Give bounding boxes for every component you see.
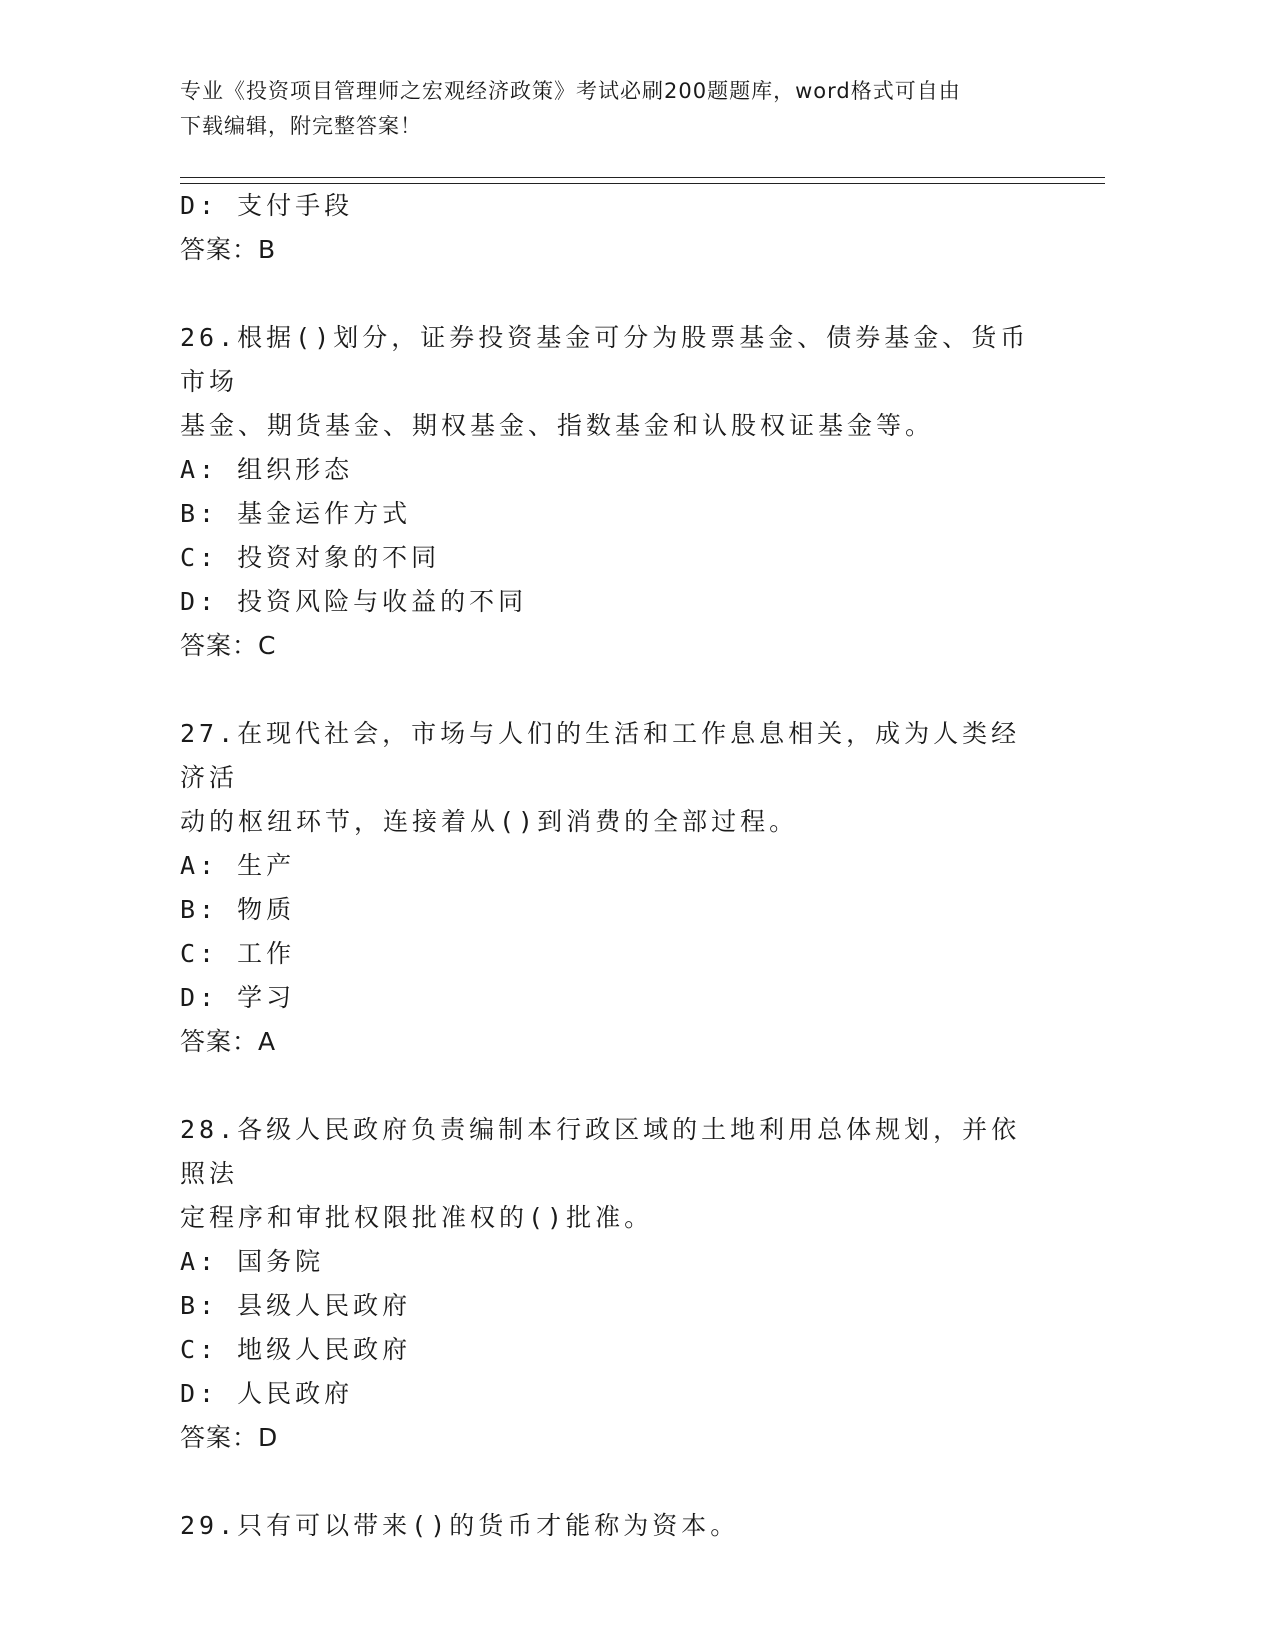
stem-line: 28.各级人民政府负责编制本行政区域的土地利用总体规划，并依照法: [180, 1115, 1021, 1188]
question-stem: [180, 1108, 1040, 1240]
option-c: C: 投资对象的不同: [180, 543, 441, 572]
option-b: B: 县级人民政府: [180, 1291, 412, 1320]
answer-line: [180, 1416, 1040, 1460]
answer-line: [180, 228, 1040, 272]
question-stem: [180, 1504, 1040, 1548]
question-28: [180, 1108, 1040, 1460]
answer-label: 答案：: [180, 1027, 259, 1056]
answer-line: [180, 1020, 1040, 1064]
option-b: B: 物质: [180, 895, 296, 924]
stem-line: 29.只有可以带来()的货币才能称为资本。: [180, 1511, 740, 1540]
stem-line: 27.在现代社会，市场与人们的生活和工作息息相关，成为人类经济活: [180, 719, 1021, 792]
answer-value: A: [258, 1027, 277, 1056]
option-d: D: 支付手段: [180, 191, 354, 220]
option-a: A: 生产: [180, 851, 296, 880]
option-a: A: 国务院: [180, 1247, 325, 1276]
question-stem: [180, 316, 1040, 448]
answer-value: C: [258, 631, 277, 660]
option-c: C: 地级人民政府: [180, 1335, 412, 1364]
spacer: [180, 272, 1040, 316]
answer-value: B: [258, 235, 277, 264]
spacer: [180, 668, 1040, 712]
answer-value: D: [258, 1423, 279, 1452]
option-d: D: 投资风险与收益的不同: [180, 587, 528, 616]
answer-label: 答案：: [180, 631, 259, 660]
document-body: [180, 184, 1040, 1548]
answer-label: 答案：: [180, 235, 259, 264]
document-header: [180, 74, 1060, 144]
option-a: A: 组织形态: [180, 455, 354, 484]
stem-line: 定程序和审批权限批准权的()批准。: [180, 1203, 654, 1232]
question-26: [180, 316, 1040, 668]
spacer: [180, 1460, 1040, 1504]
stem-line: 动的枢纽环节，连接着从()到消费的全部过程。: [180, 807, 799, 836]
option-d: D: 学习: [180, 983, 296, 1012]
answer-line: [180, 624, 1040, 668]
header-line-2: 下载编辑，附完整答案！: [180, 114, 422, 138]
stem-line: 基金、期货基金、期权基金、指数基金和认股权证基金等。: [180, 411, 935, 440]
option-c: C: 工作: [180, 939, 296, 968]
header-line-1: 专业《投资项目管理师之宏观经济政策》考试必刷200题题库，word格式可自由: [180, 79, 961, 103]
option-b: B: 基金运作方式: [180, 499, 412, 528]
option-d: D: 人民政府: [180, 1379, 354, 1408]
answer-label: 答案：: [180, 1423, 259, 1452]
spacer: [180, 1064, 1040, 1108]
question-stem: [180, 712, 1040, 844]
question-29: [180, 1504, 1040, 1548]
header-double-rule: [180, 177, 1105, 184]
stem-line: 26.根据()划分，证券投资基金可分为股票基金、债券基金、货币市场: [180, 323, 1030, 396]
question-27: [180, 712, 1040, 1064]
